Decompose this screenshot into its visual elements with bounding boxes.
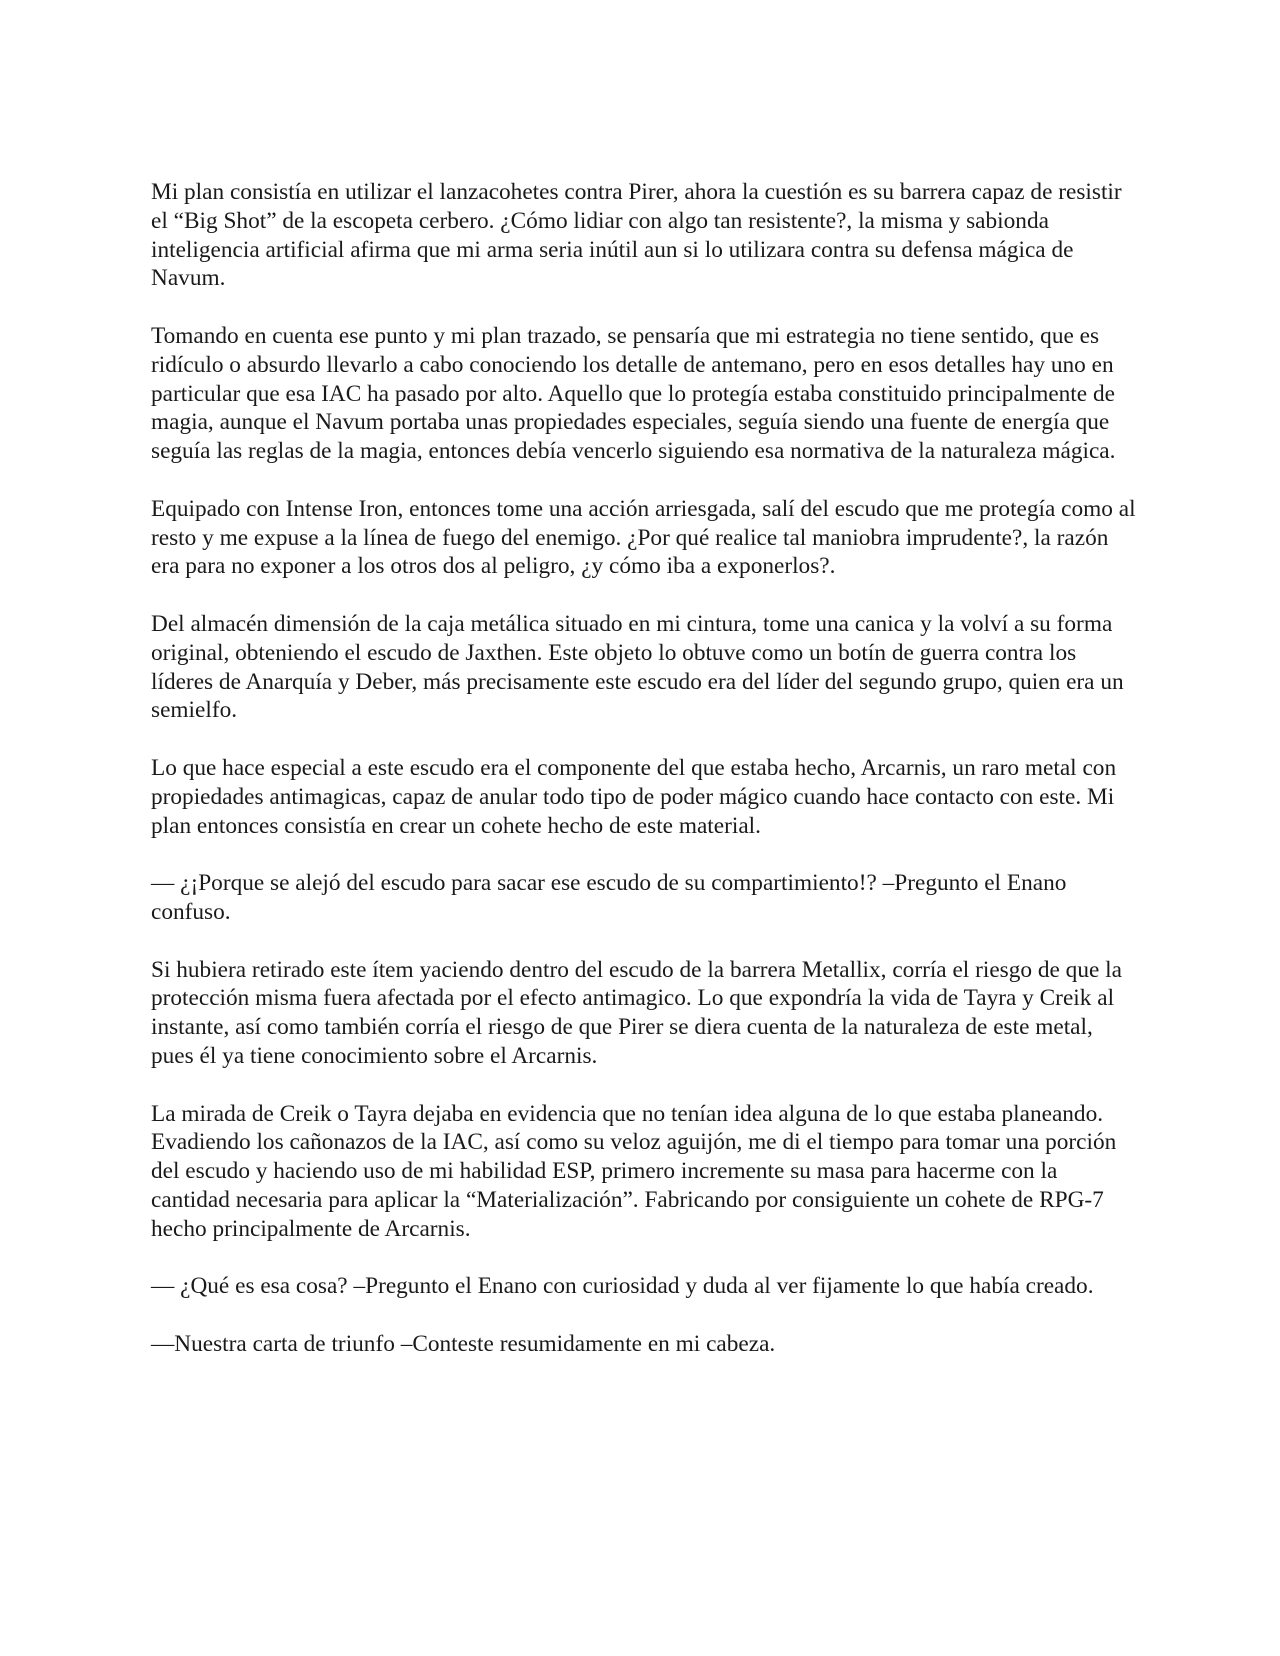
paragraph-2: Tomando en cuenta ese punto y mi plan trazado, se pensaría que mi estrategia no tiene sentido, que es ridículo o absurdo llevarlo a cabo conociendo los detalle de antemano, pero en esos detalles hay uno en particular que esa IAC ha pasado por alto. Aquello que lo protegía estaba constituido principalmente de magia, aunque el Navum portaba unas propiedades especiales, seguía siendo una fuente de energía que seguía las reglas de la magia, entonces debía vencerlo siguiendo esa normativa de la naturaleza mágica. bbox=[151, 322, 1116, 465]
paragraph-7: La mirada de Creik o Tayra dejaba en evidencia que no tenían idea alguna de lo que estaba planeando. Evadiendo los cañonazos de la IAC, así como su veloz aguijón, me di el tiempo para tomar una porción del escudo y haciendo uso de mi habilidad ESP, primero incremente su masa para hacerme con la cantidad necesaria para aplicar la “Materialización”. Fabricando por consiguiente un cohete de RPG-7 hecho principalmente de Arcarnis. bbox=[151, 1100, 1117, 1242]
paragraph-5: Lo que hace especial a este escudo era el componente del que estaba hecho, Arcarnis, un raro metal con propiedades antimagicas, capaz de anular todo tipo de poder mágico cuando hace contacto con este. Mi plan entonces consistía en crear un cohete hecho de este material. bbox=[151, 754, 1117, 839]
paragraph-1: Mi plan consistía en utilizar el lanzacohetes contra Pirer, ahora la cuestión es su barrera capaz de resistir el “Big Shot” de la escopeta cerbero. ¿Cómo lidiar con algo tan resistente?, la misma y sabionda inteligencia artificial afirma que mi arma seria inútil aun si lo utilizara contra su defensa mágica de Navum. bbox=[151, 179, 1122, 292]
dialogue-line-1: — ¿¡Porque se alejó del escudo para sacar ese escudo de su compartimiento!? –Pregunto el Enano confuso. bbox=[151, 870, 1067, 925]
dialogue-line-3: —Nuestra carta de triunfo –Conteste resumidamente en mi cabeza. bbox=[151, 1330, 776, 1357]
paragraph-6: Si hubiera retirado este ítem yaciendo dentro del escudo de la barrera Metallix, corría el riesgo de que la protección misma fuera afectada por el efecto antimagico. Lo que expondría la vida de Tayra y Creik al instante, así como también corría el riesgo de que Pirer se diera cuenta de la naturaleza de este metal, pues él ya tiene conocimiento sobre el Arcarnis. bbox=[151, 956, 1122, 1069]
document-body bbox=[151, 178, 1141, 1387]
paragraph-4: Del almacén dimensión de la caja metálica situado en mi cintura, tome una canica y la volví a su forma original, obteniendo el escudo de Jaxthen. Este objeto lo obtuve como un botín de guerra contra los líderes de Anarquía y Deber, más precisamente este escudo era del líder del segundo grupo, quien era un semielfo. bbox=[151, 610, 1124, 724]
dialogue-line-2: — ¿Qué es esa cosa? –Pregunto el Enano con curiosidad y duda al ver fijamente lo que había creado. bbox=[151, 1273, 1094, 1300]
paragraph-3: Equipado con Intense Iron, entonces tome una acción arriesgada, salí del escudo que me protegía como al resto y me expuse a la línea de fuego del enemigo. ¿Por qué realice tal maniobra imprudente?, la razón era para no exponer a los otros dos al peligro, ¿y cómo iba a exponerlos?. bbox=[151, 495, 1136, 580]
